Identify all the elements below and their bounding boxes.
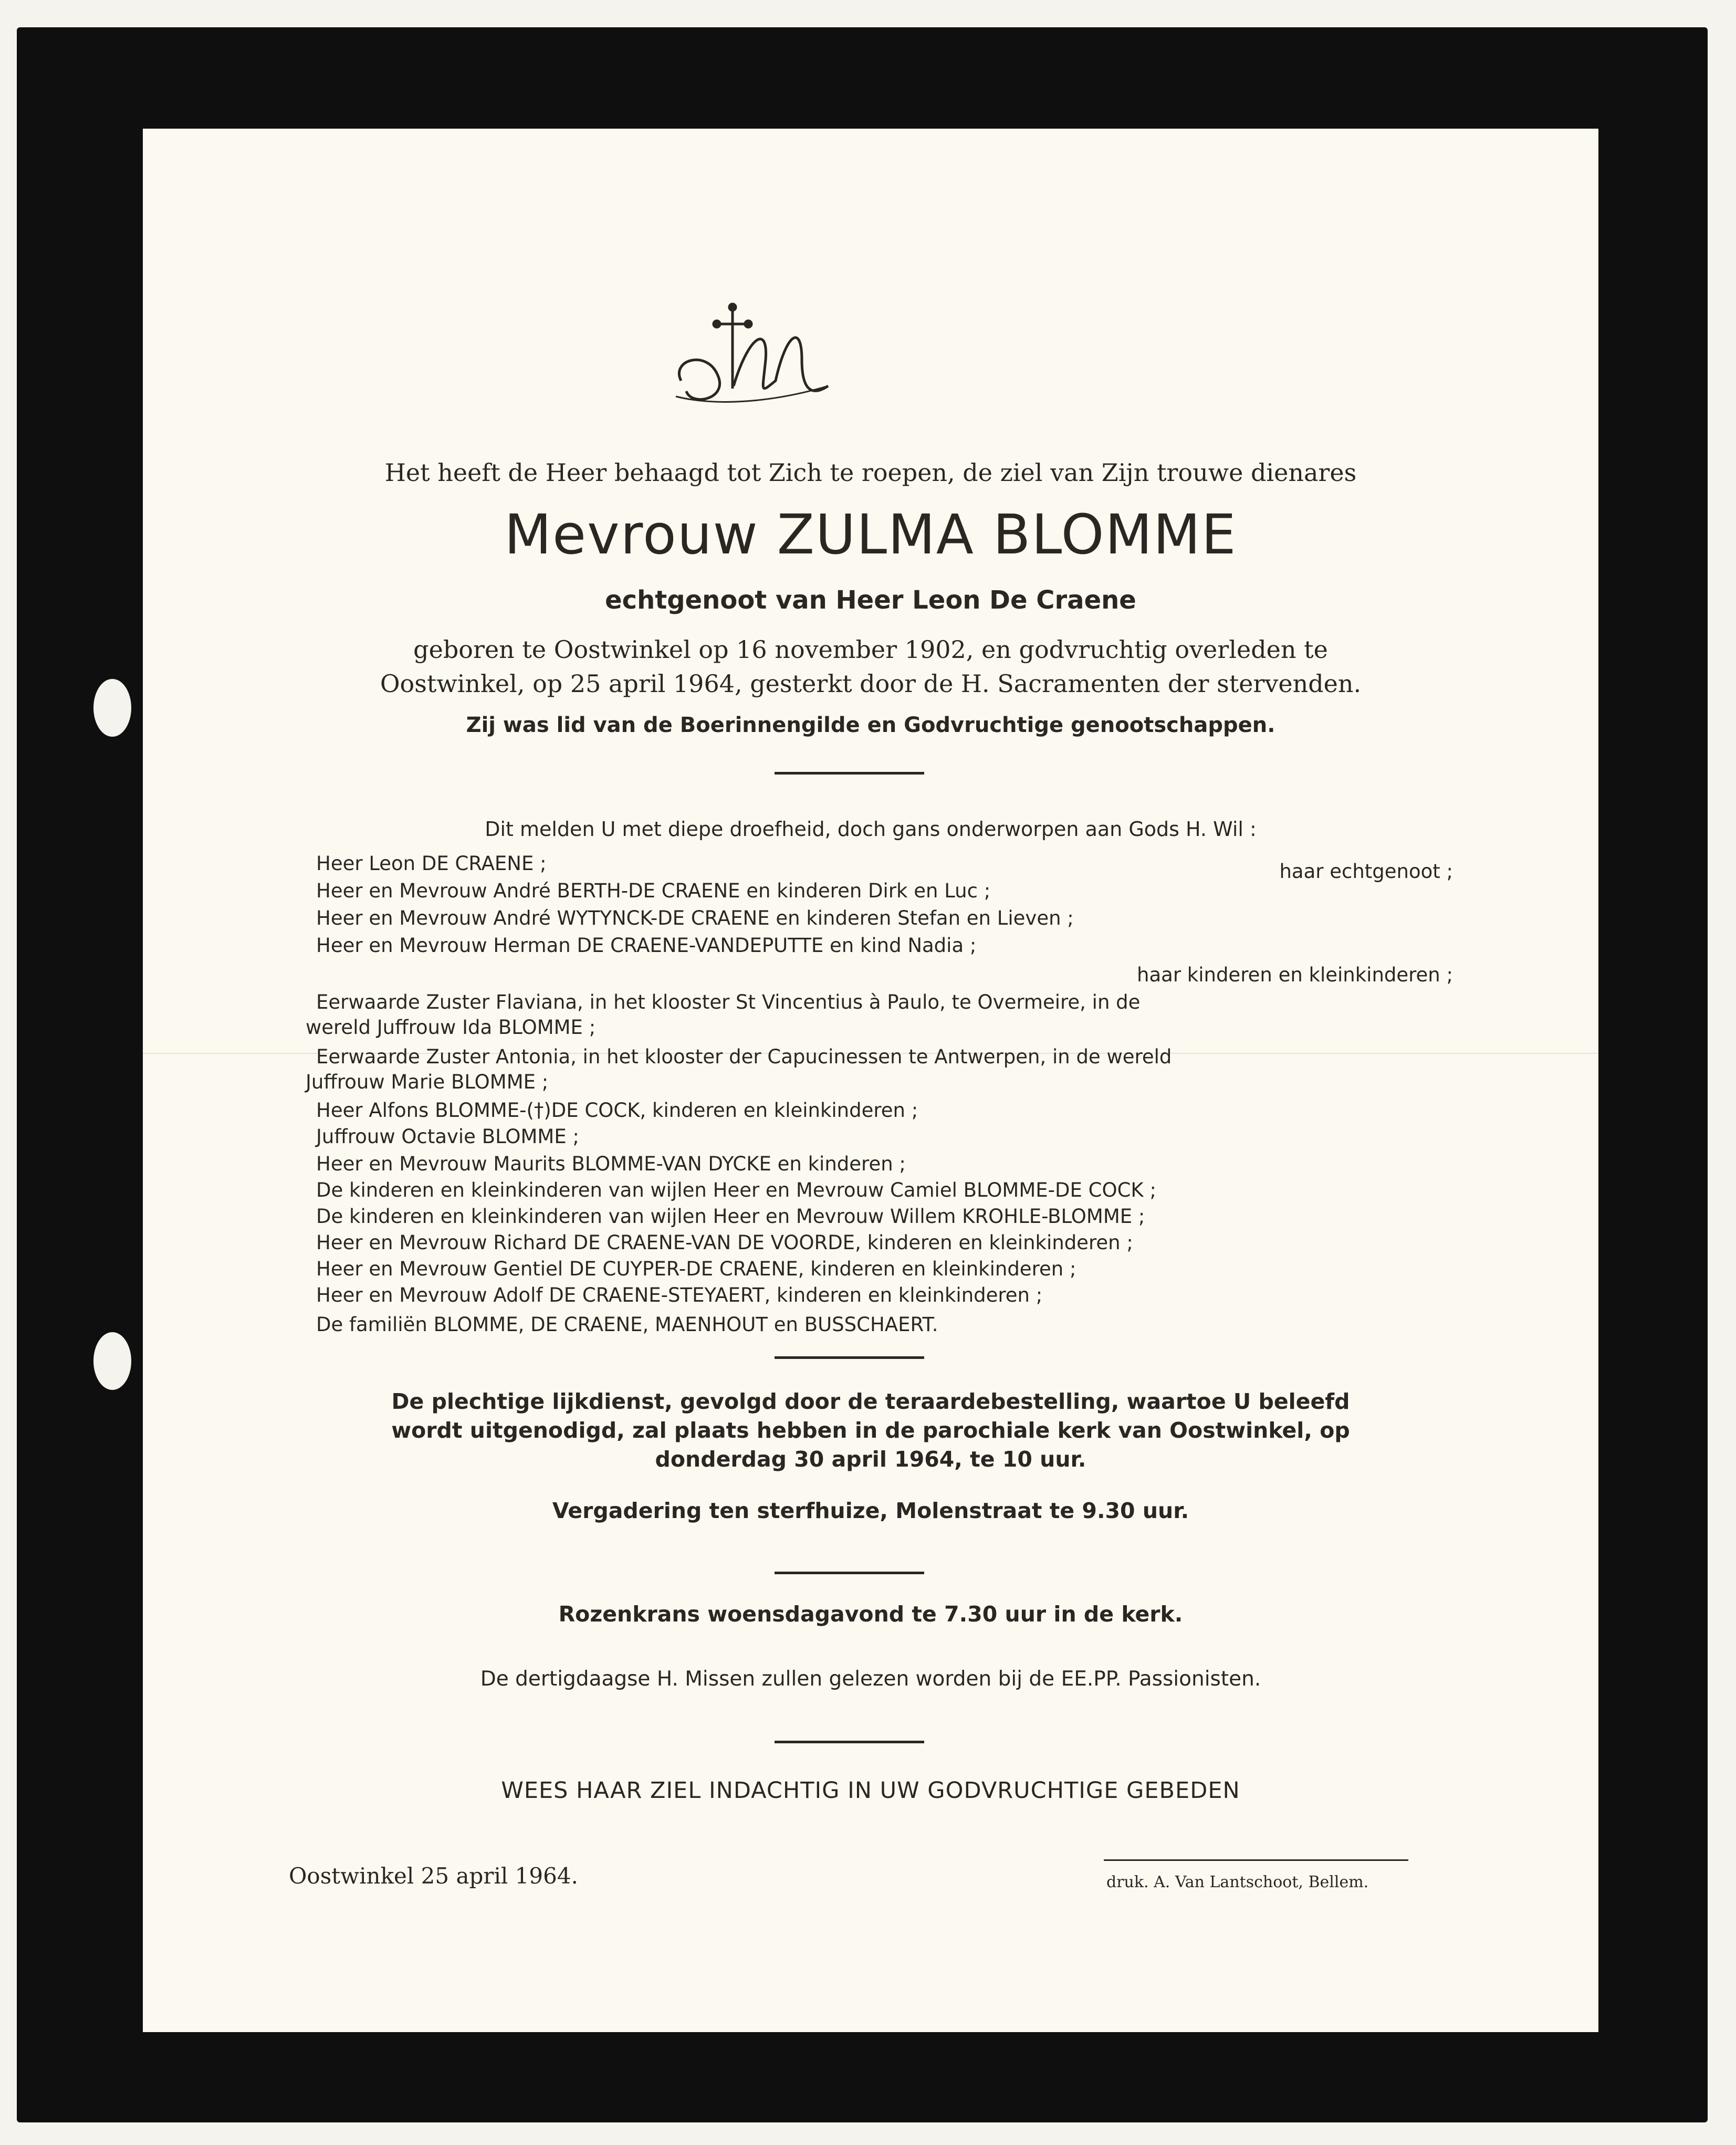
family-entry: Heer en Mevrouw Herman DE CRAENE-VANDEPUTTE en kind Nadia ; bbox=[316, 934, 977, 957]
family-entry: wereld Juffrouw Ida BLOMME ; bbox=[306, 1016, 596, 1039]
family-entry: De kinderen en kleinkinderen van wijlen Heer en Mevrouw Camiel BLOMME-DE COCK ; bbox=[316, 1179, 1156, 1201]
printer-rule bbox=[1104, 1859, 1408, 1861]
punch-hole-top bbox=[93, 679, 131, 737]
punch-hole-bottom bbox=[93, 1332, 131, 1390]
family-entry: Eerwaarde Zuster Antonia, in het klooster der Capucinessen te Antwerpen, in de wereld bbox=[316, 1045, 1172, 1068]
divider-3 bbox=[775, 1572, 924, 1574]
family-entry: Heer en Mevrouw Maurits BLOMME-VAN DYCKE en kinderen ; bbox=[316, 1153, 906, 1175]
printer-credit: druk. A. Van Lantschoot, Bellem. bbox=[1106, 1873, 1369, 1891]
intro-text: Het heeft de Heer behaagd tot Zich te roepen, de ziel van Zijn trouwe dienares bbox=[384, 458, 1357, 487]
family-entry: Heer en Mevrouw Richard DE CRAENE-VAN DE VOORDE, kinderen en kleinkinderen ; bbox=[316, 1231, 1133, 1254]
family-entry: Eerwaarde Zuster Flaviana, in het klooster St Vincentius à Paulo, te Overmeire, in de bbox=[316, 991, 1141, 1013]
family-entry: De familiën BLOMME, DE CRAENE, MAENHOUT en BUSSCHAERT. bbox=[316, 1313, 938, 1336]
children-role: haar kinderen en kleinkinderen ; bbox=[1137, 964, 1453, 986]
divider-2 bbox=[775, 1356, 924, 1359]
family-entry: Heer Alfons BLOMME-(†)DE COCK, kinderen en kleinkinderen ; bbox=[316, 1099, 918, 1122]
service-line-1: De plechtige lijkdienst, gevolgd door de teraardebestelling, waartoe U beleefd bbox=[391, 1389, 1350, 1414]
family-entry: Juffrouw Octavie BLOMME ; bbox=[316, 1125, 579, 1148]
family-list bbox=[306, 852, 1453, 1335]
gathering-line: Vergadering ten sterfhuize, Molenstraat te 9.30 uur. bbox=[552, 1498, 1189, 1523]
cross-monogram-icon bbox=[671, 302, 839, 412]
spouse-line: echtgenoot van Heer Leon De Craene bbox=[605, 585, 1136, 615]
announcement-line: Dit melden U met diepe droefheid, doch gans onderworpen aan Gods H. Wil : bbox=[485, 818, 1257, 841]
masses-line: De dertigdaagse H. Missen zullen gelezen worden bij de EE.PP. Passionisten. bbox=[480, 1667, 1261, 1691]
service-line-2: wordt uitgenodigd, zal plaats hebben in de parochiale kerk van Oostwinkel, op bbox=[391, 1418, 1350, 1443]
family-entry: Heer en Mevrouw André WYTYNCK-DE CRAENE en kinderen Stefan en Lieven ; bbox=[316, 907, 1074, 929]
prayer-line: WEES HAAR ZIEL INDACHTIG IN UW GODVRUCHTIGE GEBEDEN bbox=[501, 1777, 1240, 1804]
divider-4 bbox=[775, 1741, 924, 1743]
memorial-card bbox=[143, 129, 1598, 2032]
family-entry: Heer en Mevrouw Adolf DE CRAENE-STEYAERT, kinderen en kleinkinderen ; bbox=[316, 1284, 1043, 1306]
birth-line-2: Oostwinkel, op 25 april 1964, gesterkt door de H. Sacramenten der stervenden. bbox=[380, 669, 1362, 698]
deceased-name: Mevrouw ZULMA BLOMME bbox=[504, 503, 1237, 567]
birth-line-1: geboren te Oostwinkel op 16 november 1902, en godvruchtig overleden te bbox=[413, 635, 1328, 664]
rosary-line: Rozenkrans woensdagavond te 7.30 uur in de kerk. bbox=[558, 1602, 1183, 1627]
place-date: Oostwinkel 25 april 1964. bbox=[289, 1863, 578, 1889]
membership-line: Zij was lid van de Boerinnengilde en Godvruchtige genootschappen. bbox=[466, 713, 1275, 737]
service-line-3: donderdag 30 april 1964, te 10 uur. bbox=[655, 1447, 1086, 1472]
divider-1 bbox=[775, 772, 924, 775]
spouse-role: haar echtgenoot ; bbox=[1279, 860, 1453, 883]
family-entry: Juffrouw Marie BLOMME ; bbox=[306, 1071, 549, 1093]
family-entry: Heer en Mevrouw Gentiel DE CUYPER-DE CRAENE, kinderen en kleinkinderen ; bbox=[316, 1258, 1076, 1280]
family-entry: Heer Leon DE CRAENE ; bbox=[316, 852, 547, 875]
family-entry: Heer en Mevrouw André BERTH-DE CRAENE en kinderen Dirk en Luc ; bbox=[316, 880, 991, 902]
family-entry: De kinderen en kleinkinderen van wijlen Heer en Mevrouw Willem KROHLE-BLOMME ; bbox=[316, 1205, 1145, 1228]
